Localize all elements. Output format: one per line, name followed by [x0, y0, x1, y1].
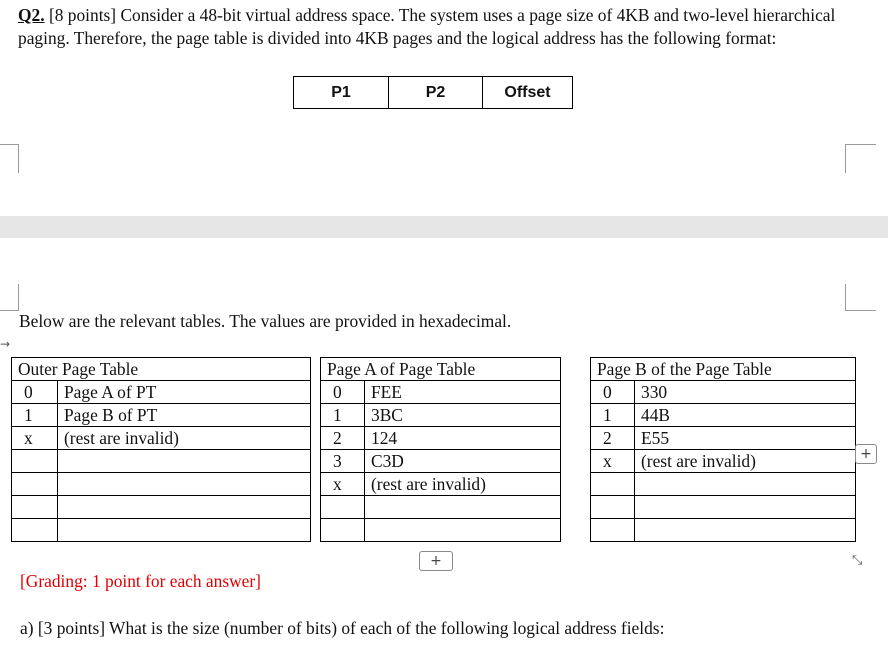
page-b-index: x	[591, 450, 635, 473]
table-row	[591, 496, 856, 519]
table-row	[591, 381, 856, 404]
empty-cell	[12, 473, 58, 496]
question-text	[18, 4, 868, 50]
table-row	[321, 450, 561, 473]
tables-intro: Below are the relevant tables. The values are provided in hexadecimal.	[19, 311, 512, 331]
table-row	[12, 496, 311, 519]
page-b-value: E55	[635, 427, 856, 450]
table-row	[321, 496, 561, 519]
outer-table-title: Outer Page Table	[12, 358, 311, 381]
page-a-value: 124	[365, 427, 561, 450]
table-row	[321, 381, 561, 404]
page-a-table	[320, 357, 561, 542]
empty-cell	[58, 519, 311, 542]
table-row	[321, 427, 561, 450]
add-row-button[interactable]: +	[419, 551, 453, 571]
page-b-title: Page B of the Page Table	[591, 358, 856, 381]
empty-cell	[591, 519, 635, 542]
add-column-button[interactable]: +	[855, 444, 877, 464]
page-a-value: C3D	[365, 450, 561, 473]
outer-row-index: 1	[12, 404, 58, 427]
empty-cell	[591, 473, 635, 496]
page-b-index: 0	[591, 381, 635, 404]
outer-row-value: Page B of PT	[58, 404, 311, 427]
page-a-value: 3BC	[365, 404, 561, 427]
outer-page-table	[11, 357, 311, 542]
crop-mark-bottom-right	[845, 284, 876, 311]
table-row	[12, 404, 311, 427]
question-part-a: a) [3 points] What is the size (number of bits) of each of the following logical address fields:	[20, 618, 665, 638]
table-row	[12, 381, 311, 404]
page-b-index: 1	[591, 404, 635, 427]
page-a-index: 3	[321, 450, 365, 473]
table-move-handle[interactable]: →	[0, 337, 11, 351]
table-row	[321, 473, 561, 496]
empty-cell	[635, 496, 856, 519]
address-field-p1: P1	[294, 77, 389, 108]
page-a-index: 1	[321, 404, 365, 427]
empty-cell	[321, 519, 365, 542]
page-a-value: FEE	[365, 381, 561, 404]
page-b-value: 44B	[635, 404, 856, 427]
empty-cell	[12, 519, 58, 542]
crop-mark-bottom-left	[0, 284, 19, 311]
page-a-title: Page A of Page Table	[321, 358, 561, 381]
page-b-value: 330	[635, 381, 856, 404]
crop-mark-top-left	[0, 144, 19, 173]
table-row	[591, 519, 856, 542]
empty-cell	[58, 496, 311, 519]
page-separator	[0, 216, 888, 238]
address-format-box	[293, 76, 573, 109]
outer-row-value: (rest are invalid)	[58, 427, 311, 450]
empty-cell	[365, 519, 561, 542]
empty-cell	[365, 496, 561, 519]
table-row	[12, 450, 311, 473]
table-row	[591, 404, 856, 427]
page-b-table	[590, 357, 856, 542]
question-points: [8 points]	[48, 5, 117, 25]
empty-cell	[58, 473, 311, 496]
empty-cell	[635, 519, 856, 542]
table-row	[591, 450, 856, 473]
page-b-value: (rest are invalid)	[635, 450, 856, 473]
table-row	[591, 473, 856, 496]
page-b-index: 2	[591, 427, 635, 450]
table-row	[591, 427, 856, 450]
outer-row-index: 0	[12, 381, 58, 404]
table-row	[12, 473, 311, 496]
outer-row-value: Page A of PT	[58, 381, 311, 404]
table-row	[12, 427, 311, 450]
page-a-value: (rest are invalid)	[365, 473, 561, 496]
table-row	[321, 519, 561, 542]
address-field-offset: Offset	[504, 83, 551, 101]
question-number: Q2.	[18, 5, 45, 25]
empty-cell	[635, 473, 856, 496]
empty-cell	[12, 450, 58, 473]
empty-cell	[591, 496, 635, 519]
page-a-index: x	[321, 473, 365, 496]
question-body: Consider a 48-bit virtual address space. The system uses a page size of 4KB and two-level hierarchical paging. Therefore, the page table is divided into 4KB pages and the logical address has the following format:	[18, 5, 836, 48]
empty-cell	[321, 496, 365, 519]
empty-cell	[12, 496, 58, 519]
empty-cell	[58, 450, 311, 473]
address-field-p2: P2	[389, 77, 483, 108]
table-row	[321, 404, 561, 427]
page-a-index: 2	[321, 427, 365, 450]
outer-row-index: x	[12, 427, 58, 450]
table-row	[12, 519, 311, 542]
page-a-index: 0	[321, 381, 365, 404]
grading-note: [Grading: 1 point for each answer]	[20, 571, 261, 591]
table-resize-handle[interactable]: ⤡	[852, 553, 863, 568]
crop-mark-top-right	[845, 144, 876, 173]
